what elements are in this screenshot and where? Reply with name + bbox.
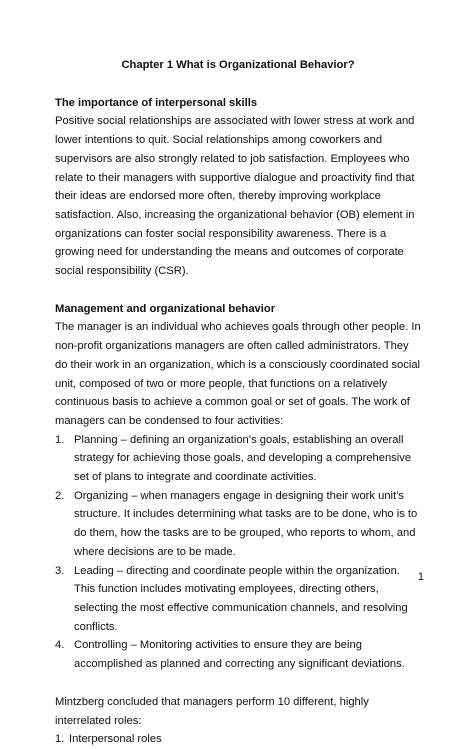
list-item-text: Interpersonal roles — [69, 733, 162, 746]
list-item-number: 4. — [55, 639, 65, 652]
page-number: 1 — [417, 571, 424, 583]
roles-list — [55, 730, 421, 749]
list-item — [55, 487, 421, 562]
list-item-number: 3. — [55, 564, 65, 577]
section-paragraph: Positive social relationships are associated with lower stress at work and lower intentions to quit. Social relationships among coworkers and supervisors are also strongly related to job satisfaction. Employees who relate to their managers with supportive dialogue and proactivity find that their ideas are endorsed more often, thereby improving workplace satisfaction. Also, increasing the organizational behavior (OB) element in organizations can foster social responsibility awareness. There is a growing need for understanding the means and outcomes of corporate social responsibility (CSR). — [55, 115, 415, 278]
list-item-text: Leading – directing and coordinate people within the organization. This function includes motivating employees, directing others, selecting the most effective communication channels, and resolving conflicts. — [74, 564, 408, 633]
list-item-number: 2. — [55, 489, 65, 502]
list-item-text: Organizing – when managers engage in designing their work unit’s structure. It includes determining what tasks are to be done, who is to do them, how the tasks are to be grouped, who reports to whom, and where decisions are to be made. — [74, 489, 418, 558]
section-heading: The importance of interpersonal skills — [55, 96, 258, 109]
list-item-text: Planning – defining an organization’s goals, establishing an overall strategy for achieving those goals, and developing a comprehensive set of plans to integrate and coordinate activities. — [74, 433, 412, 484]
chapter-title: Chapter 1 What is Organizational Behavior? — [121, 59, 355, 71]
section-heading: Management and organizational behavior — [55, 302, 276, 315]
list-item — [55, 636, 421, 673]
section-interpersonal-skills — [55, 94, 421, 281]
section-management — [55, 300, 421, 674]
list-item-number: 1. — [55, 433, 65, 446]
activities-list — [55, 431, 421, 674]
section-paragraph: The manager is an individual who achieves goals through other people. In non-profit organizations managers are often called administrators. They do their work in an organization, which is a consciously coordinated social unit, composed of two or more people, that functions on a relatively continuous basis to achieve a common goal or set of goals. The work of managers can be condensed to four activities: — [55, 321, 421, 427]
list-item — [55, 562, 421, 637]
page-content — [55, 56, 421, 749]
list-item — [55, 431, 421, 487]
list-item — [55, 730, 421, 749]
list-item-number: 1. — [55, 733, 65, 746]
closing-paragraph: Mintzberg concluded that managers perform 10 different, highly interrelated roles: — [55, 695, 369, 727]
list-item-text: Controlling – Monitoring activities to ensure they are being accomplished as planned and correcting any significant deviations. — [74, 639, 405, 671]
